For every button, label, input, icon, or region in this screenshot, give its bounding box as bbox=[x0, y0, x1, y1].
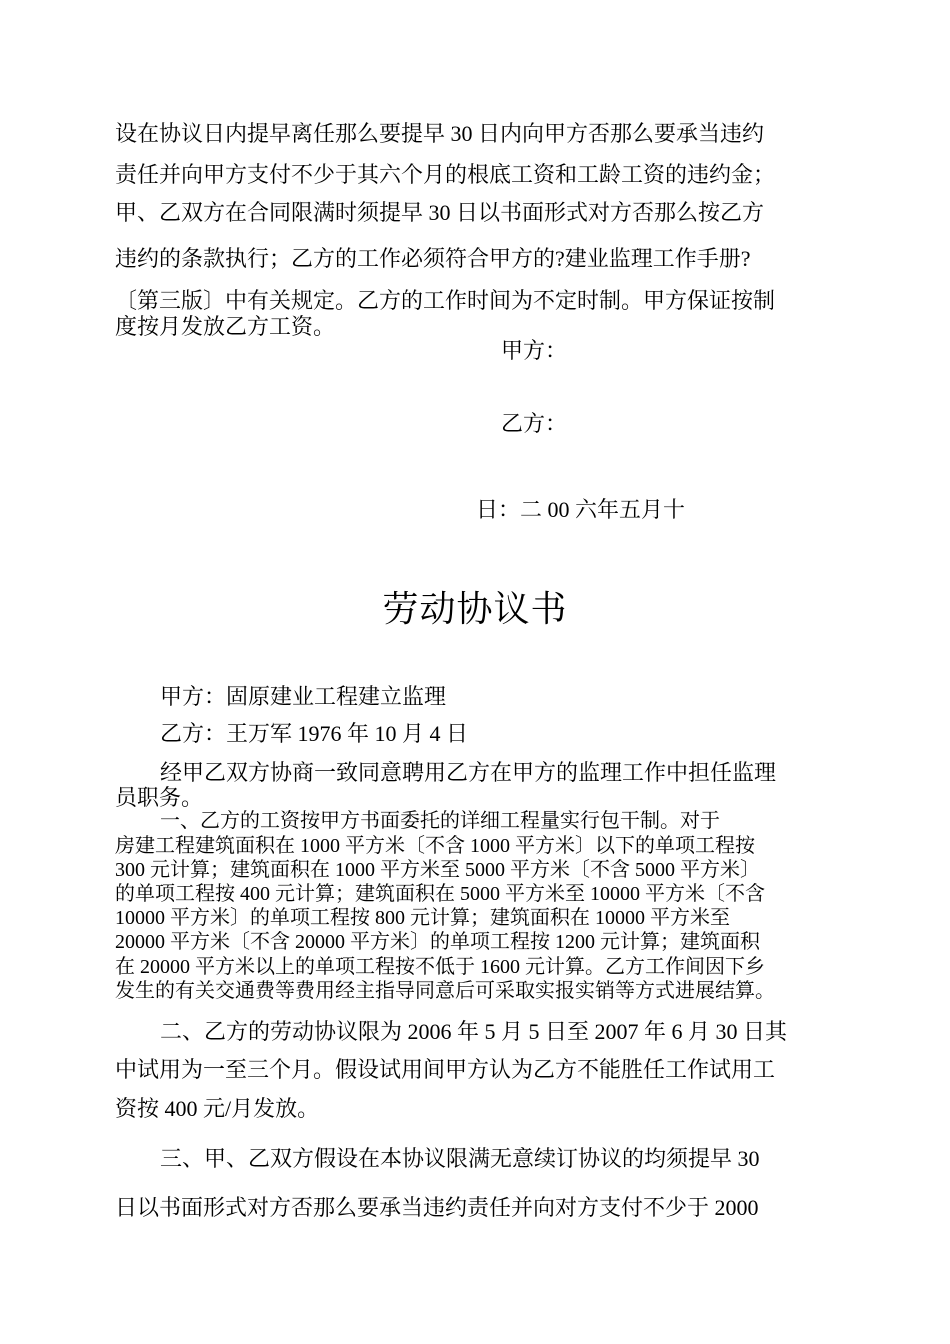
text-line: 违约的条款执行；乙方的工作必须符合甲方的?建业监理工作手册? bbox=[115, 246, 751, 271]
text-line: 甲、乙双方在合同限满时须提早 30 日以书面形式对方否那么按乙方 bbox=[115, 200, 765, 225]
text-line: 度按月发放乙方工资。 bbox=[115, 314, 336, 339]
text-line: 经甲乙双方协商一致同意聘用乙方在甲方的监理工作中担任监理 bbox=[160, 760, 777, 785]
text-line: 房建工程建筑面积在 1000 平方米〔不含 1000 平方米〕以下的单项工程按 bbox=[115, 835, 755, 857]
party-a-signature: 甲方： bbox=[501, 338, 568, 363]
text-line: 资按 400 元/月发放。 bbox=[115, 1096, 320, 1121]
text-line: 300 元计算；建筑面积在 1000 平方米至 5000 平方米〔不含 5000 平方米〕 bbox=[115, 859, 760, 881]
text-line: 责任并向甲方支付不少于其六个月的根底工资和工龄工资的违约金； bbox=[115, 162, 776, 187]
text-line: 在 20000 平方米以上的单项工程按不低于 1600 元计算。乙方工作间因下乡 bbox=[115, 956, 765, 978]
text-line: 二、乙方的劳动协议限为 2006 年 5 月 5 日至 2007 年 6 月 30 日其 bbox=[160, 1019, 788, 1044]
party-b-line: 乙方：王万军 1976 年 10 月 4 日 bbox=[160, 721, 469, 746]
text-line: 日以书面形式对方否那么要承当违约责任并向对方支付不少于 2000 bbox=[115, 1195, 759, 1220]
document-title: 劳动协议书 bbox=[382, 589, 568, 630]
text-line: 设在协议日内提早离任那么要提早 30 日内向甲方否那么要承当违约 bbox=[115, 121, 765, 146]
text-line: 员职务。 bbox=[115, 785, 204, 810]
text-line: 一、乙方的工资按甲方书面委托的详细工程量实行包干制。对于 bbox=[160, 810, 720, 832]
text-line: 的单项工程按 400 元计算；建筑面积在 5000 平方米至 10000 平方米〔不含 bbox=[115, 883, 765, 905]
party-b-signature: 乙方： bbox=[501, 411, 568, 436]
text-line: 发生的有关交通费等费用经主指导同意后可采取实报实销等方式进展结算。 bbox=[115, 980, 775, 1002]
text-line: 中试用为一至三个月。假设试用间甲方认为乙方不能胜任工作试用工 bbox=[115, 1057, 776, 1082]
party-a-line: 甲方：固原建业工程建立监理 bbox=[160, 684, 447, 709]
text-line: 〔第三版〕中有关规定。乙方的工作时间为不定时制。甲方保证按制 bbox=[115, 288, 776, 313]
text-line: 20000 平方米〔不含 20000 平方米〕的单项工程按 1200 元计算；建筑面积 bbox=[115, 931, 760, 953]
text-line: 三、甲、乙双方假设在本协议限满无意续订协议的均须提早 30 bbox=[160, 1146, 760, 1171]
signature-date: 日：二 00 六年五月十 bbox=[476, 497, 686, 522]
text-line: 10000 平方米〕的单项工程按 800 元计算；建筑面积在 10000 平方米至 bbox=[115, 907, 730, 929]
